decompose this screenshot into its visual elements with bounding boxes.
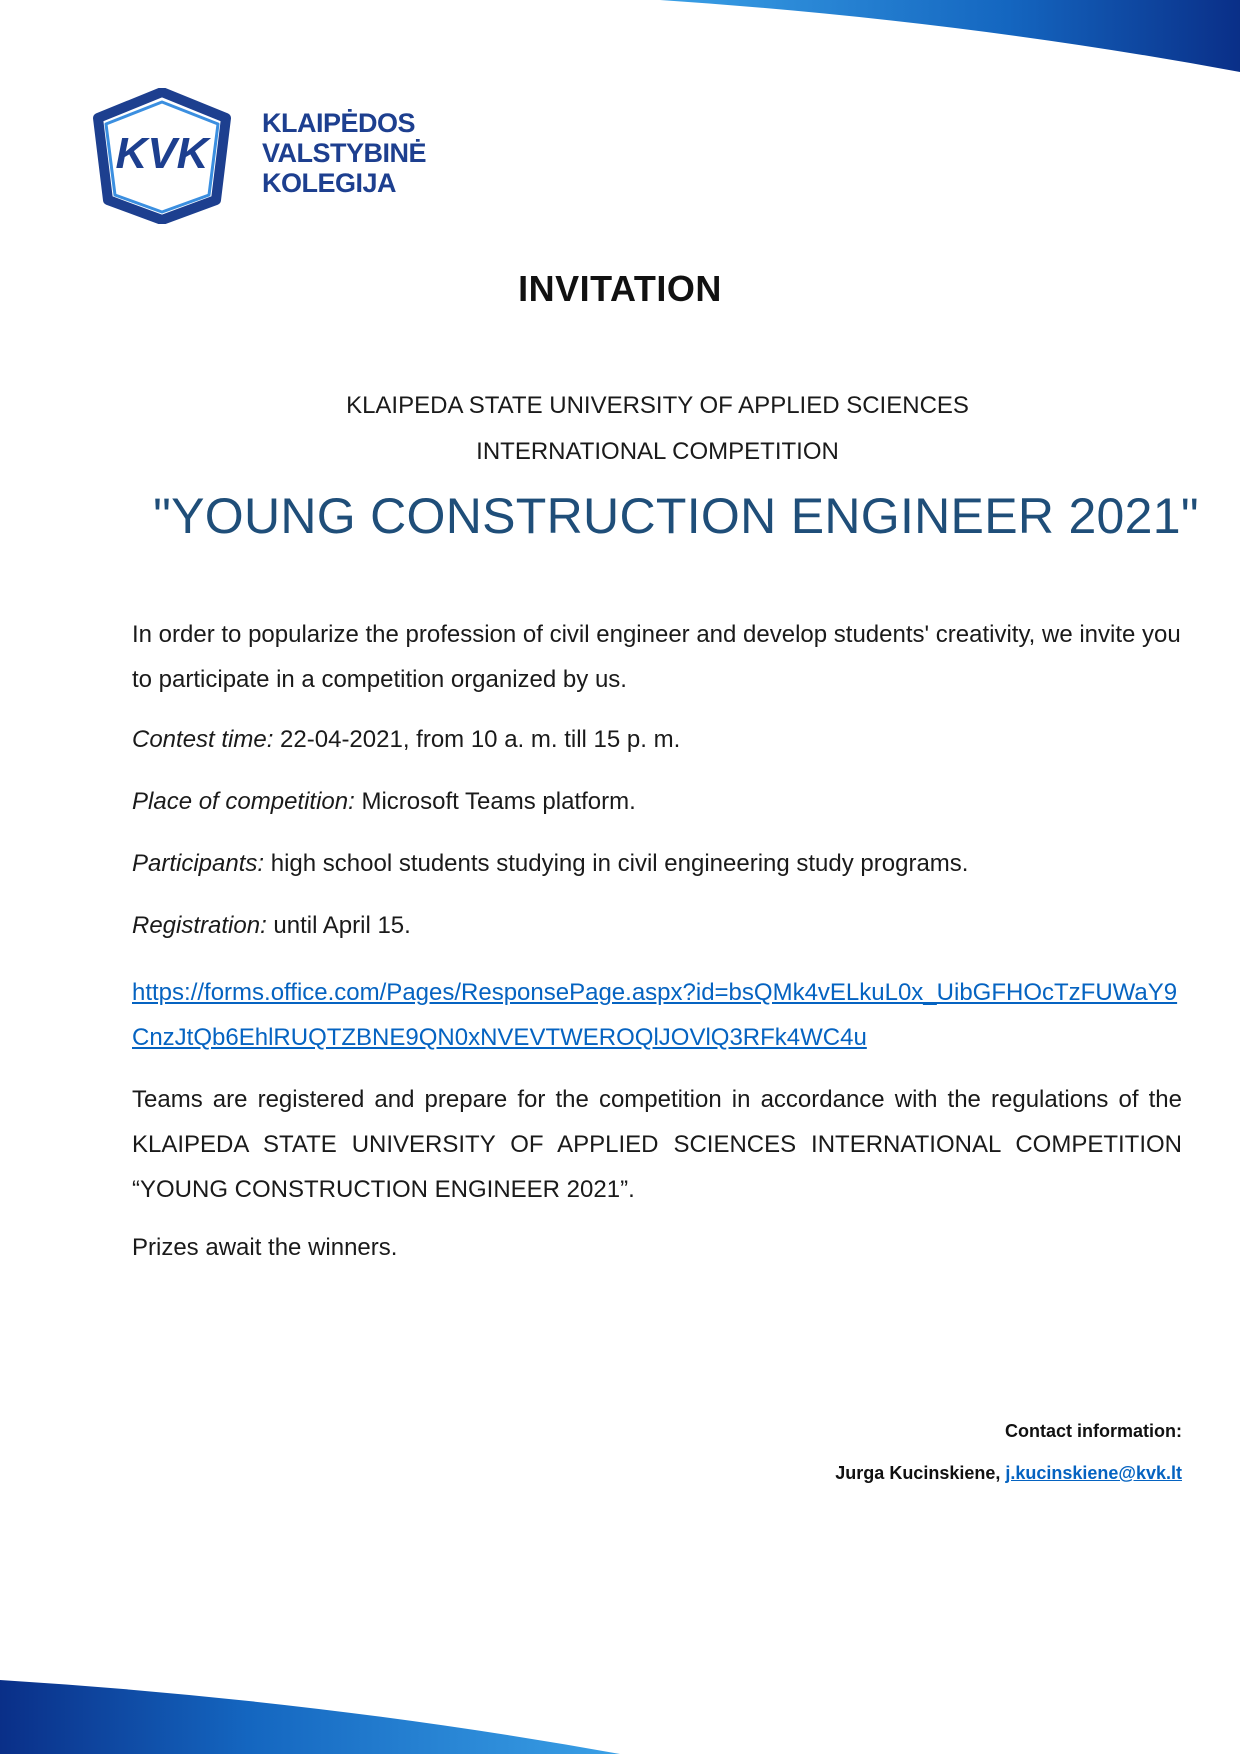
registration-form-link[interactable]: https://forms.office.com/Pages/ResponsePage.aspx?id=bsQMk4vELkuL0x_UibGFHOcTzFUWaY9CnzJtQb6EhlRUQTZBNE9QN0xNVEVTWEROQlJOVlQ3RFk4WC4u (132, 979, 1178, 1051)
participants-row (132, 848, 1182, 880)
contact-email-link[interactable]: j.kucinskiene@kvk.lt (1005, 1463, 1182, 1483)
contest-time-label: Contest time: (132, 726, 274, 753)
teams-paragraph: Teams are registered and prepare for the competition in accordance with the regulations of the KLAIPEDA STATE UNIVERSITY OF APPLIED SCIENCES INTERNATIONAL COMPETITION “YOUNG CONSTRUCTION ENGINEER 2021”. (132, 1086, 1182, 1203)
logo-line-3: KOLEGIJA (262, 168, 397, 198)
registration-label: Registration: (132, 912, 267, 939)
prizes-text: Prizes await the winners. (132, 1234, 398, 1261)
logo-wordmark (262, 108, 426, 198)
place-label: Place of competition: (132, 788, 355, 815)
kvk-logo-mark (92, 88, 232, 224)
competition-headline: "YOUNG CONSTRUCTION ENGINEER 2021" (153, 488, 1199, 544)
contest-time-value: 22-04-2021, from 10 a. m. till 15 p. m. (273, 726, 681, 753)
contact-line (582, 1463, 1182, 1484)
contact-name: Jurga Kucinskiene, (835, 1463, 1006, 1483)
participants-value: high school students studying in civil engineering study programs. (264, 850, 969, 877)
logo-line-1: KLAIPĖDOS (262, 108, 416, 138)
intro-paragraph: In order to popularize the profession of civil engineer and develop students' creativity, we invite you to participate in a competition organized by us. (132, 621, 1181, 693)
place-row (132, 786, 1182, 818)
place-value: Microsoft Teams platform. (354, 788, 636, 815)
registration-row (132, 910, 1182, 942)
logo-mark-text: KVK (115, 129, 209, 178)
contest-time-row (132, 724, 1182, 756)
participants-label: Participants: (132, 850, 265, 877)
registration-value: until April 15. (266, 912, 411, 939)
contact-heading: Contact information: (1005, 1421, 1182, 1441)
kvk-logo (92, 88, 432, 224)
page-title: INVITATION (518, 268, 722, 309)
competition-type: INTERNATIONAL COMPETITION (476, 438, 839, 465)
logo-line-2: VALSTYBINĖ (262, 138, 427, 168)
university-name: KLAIPEDA STATE UNIVERSITY OF APPLIED SCIENCES (346, 392, 969, 419)
